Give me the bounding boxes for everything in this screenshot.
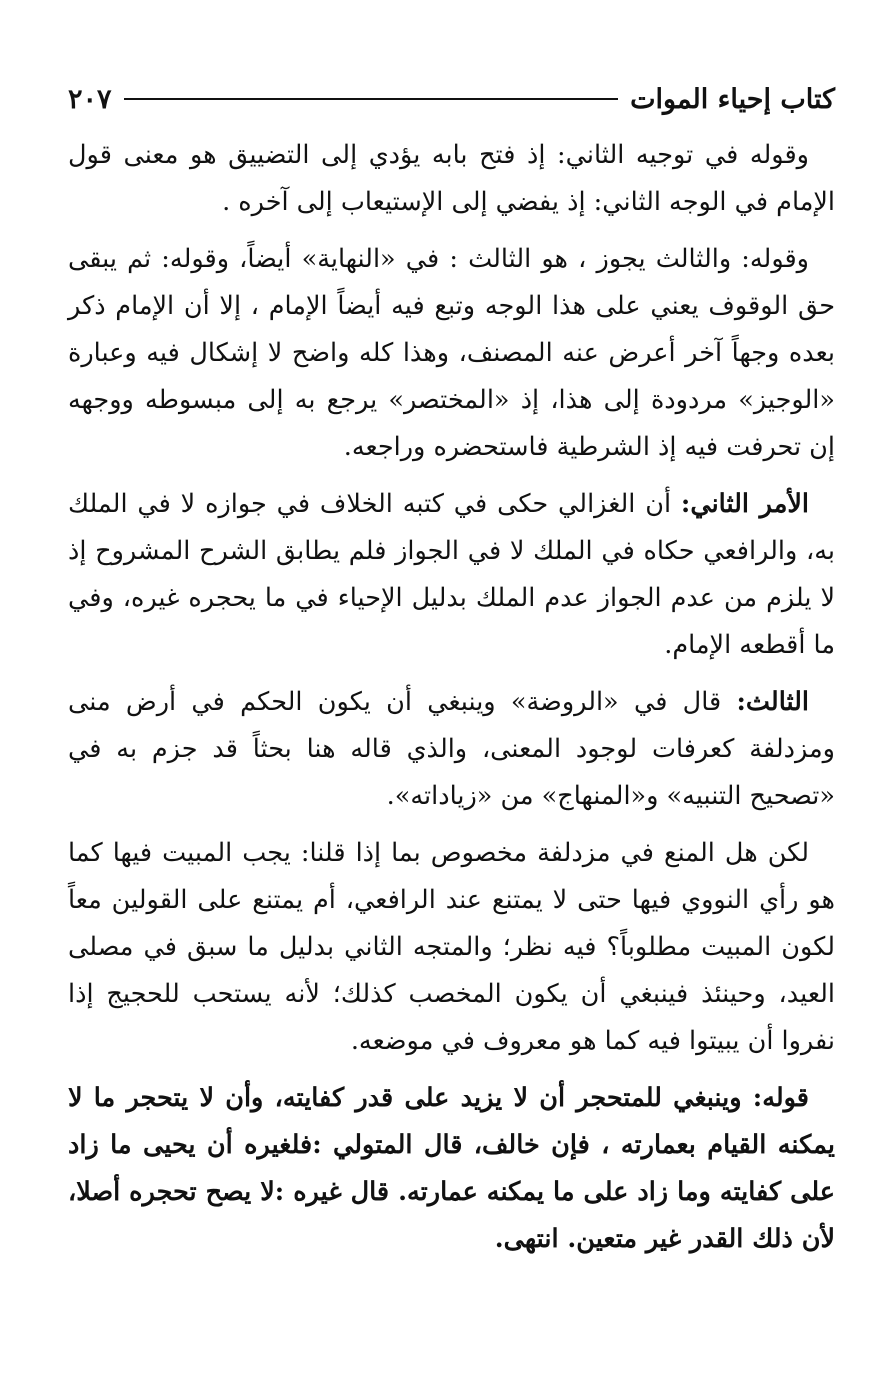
- paragraph-text: قال في «الروضة» وينبغي أن يكون الحكم في أرض منى ومزدلفة كعرفات لوجود المعنى، والذي قاله هنا بحثاً قد جزم به في «تصحيح التنبيه» و«المنهاج» من «زياداته».: [68, 687, 835, 811]
- running-title: كتاب إحياء الموات: [630, 83, 835, 115]
- paragraph-6: [68, 1075, 835, 1263]
- paragraph-heading: الأمر الثاني:: [680, 489, 809, 519]
- header-rule: [124, 98, 619, 100]
- paragraph-4: [68, 679, 835, 820]
- page-header: [68, 78, 835, 120]
- paragraph-3: [68, 481, 835, 669]
- paragraph-text: وقوله في توجيه الثاني: إذ فتح بابه يؤدي إلى التضييق هو معنى قول الإمام في الوجه الثاني: إذ يفضي إلى الإستيعاب إلى آخره .: [68, 140, 835, 217]
- paragraph-text: أن الغزالي حكى في كتبه الخلاف في جوازه لا في الملك به، والرافعي حكاه في الملك لا في الجواز فلم يطابق الشرح المشروح إذ لا يلزم من عدم الجواز عدم الملك بدليل الإحياء في ما يحجره غيره، وفي ما أقطعه الإمام.: [68, 489, 835, 660]
- page-number: ٢٠٧: [68, 83, 112, 115]
- paragraph-2: [68, 236, 835, 471]
- paragraph-5: [68, 830, 835, 1065]
- paragraph-text: قوله: وينبغي للمتحجر أن لا يزيد على قدر كفايته، وأن لا يتحجر ما لا يمكنه القيام بعمارته ، فإن خالف، قال المتولي :فلغيره أن يحيى ما زاد على كفايته وما زاد على ما يمكنه عمارته. قال غيره :لا يصح تحجره أصلا، لأن ذلك القدر غير متعين. انتهى.: [68, 1083, 835, 1254]
- paragraph-text: لكن هل المنع في مزدلفة مخصوص بما إذا قلنا: يجب المبيت فيها كما هو رأي النووي فيها حتى لا يمتنع عند الرافعي، أم يمتنع على القولين معاً لكون المبيت مطلوباً؟ فيه نظر؛ والمتجه الثاني بدليل ما سبق في مصلى العيد، وحينئذ فينبغي أن يكون المخصب كذلك؛ لأنه يستحب للحجيج إذا نفروا أن يبيتوا فيه كما هو معروف في موضعه.: [68, 838, 835, 1056]
- paragraph-1: [68, 132, 835, 226]
- paragraph-heading: الثالث:: [736, 687, 810, 717]
- paragraph-text: وقوله: والثالث يجوز ، هو الثالث : في «النهاية» أيضاً، وقوله: ثم يبقى حق الوقوف يعني على هذا الوجه وتبع فيه أيضاً الإمام ، إلا أن الإمام ذكر بعده وجهاً آخر أعرض عنه المصنف، وهذا كله واضح لا إشكال فيه وعبارة «الوجيز» مردودة إلى هذا، إذ «المختصر» يرجع به إلى مبسوطه ووجهه إن تحرفت فيه إذ الشرطية فاستحضره وراجعه.: [68, 244, 835, 462]
